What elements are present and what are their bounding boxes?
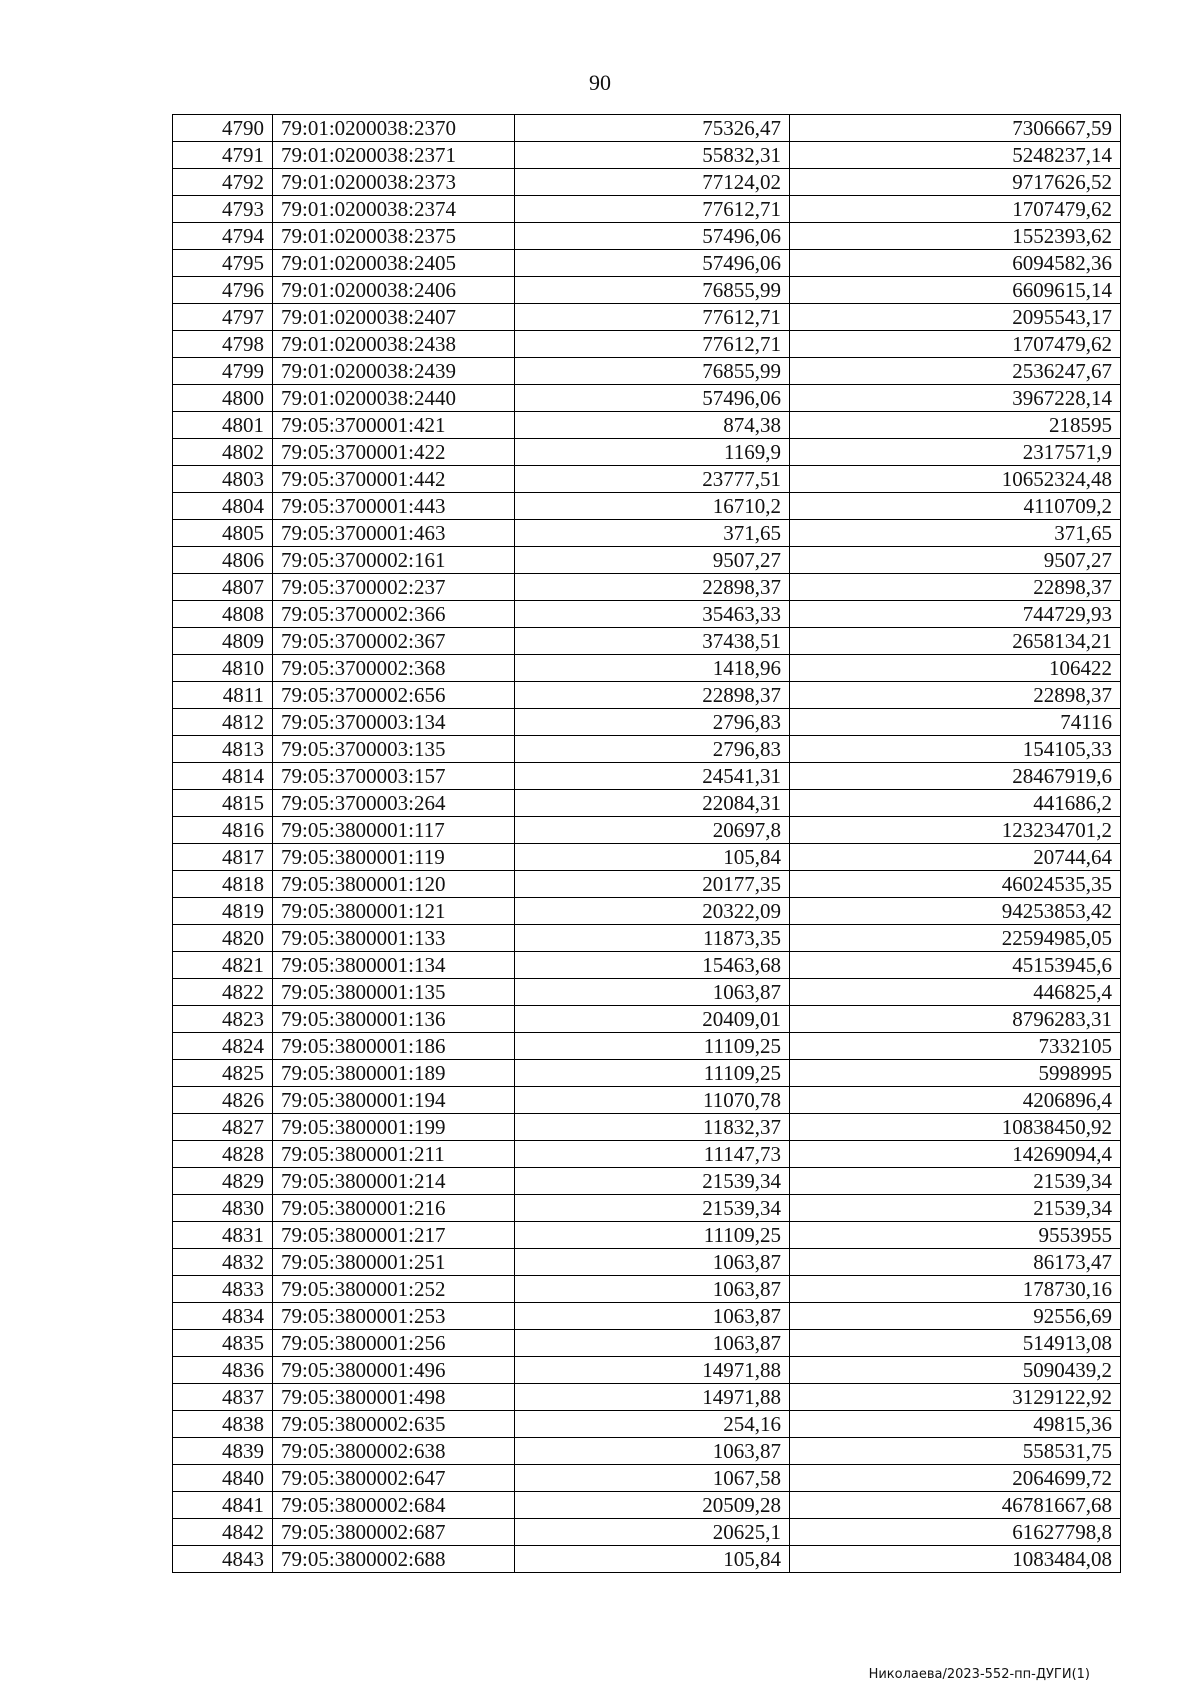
table-row (173, 331, 1121, 358)
cadastral-number-cell: 79:05:3800001:498 (273, 1384, 515, 1411)
row-number-cell: 4803 (173, 466, 273, 493)
cadastral-number-cell: 79:05:3700002:237 (273, 574, 515, 601)
value2-cell: 86173,47 (790, 1249, 1121, 1276)
value1-cell: 11147,73 (515, 1141, 790, 1168)
row-number-cell: 4790 (173, 115, 273, 142)
cadastral-number-cell: 79:01:0200038:2374 (273, 196, 515, 223)
table-row (173, 898, 1121, 925)
value2-cell: 46781667,68 (790, 1492, 1121, 1519)
table-row (173, 493, 1121, 520)
value2-cell: 1552393,62 (790, 223, 1121, 250)
table-row (173, 1465, 1121, 1492)
row-number-cell: 4820 (173, 925, 273, 952)
value1-cell: 20697,8 (515, 817, 790, 844)
value1-cell: 22084,31 (515, 790, 790, 817)
row-number-cell: 4835 (173, 1330, 273, 1357)
row-number-cell: 4839 (173, 1438, 273, 1465)
value1-cell: 9507,27 (515, 547, 790, 574)
page-number: 90 (589, 70, 611, 95)
value1-cell: 371,65 (515, 520, 790, 547)
value1-cell: 11070,78 (515, 1087, 790, 1114)
row-number-cell: 4801 (173, 412, 273, 439)
table-row (173, 1384, 1121, 1411)
row-number-cell: 4828 (173, 1141, 273, 1168)
cadastral-number-cell: 79:01:0200038:2438 (273, 331, 515, 358)
value2-cell: 2658134,21 (790, 628, 1121, 655)
cadastral-number-cell: 79:05:3700001:463 (273, 520, 515, 547)
value2-cell: 514913,08 (790, 1330, 1121, 1357)
cadastral-number-cell: 79:05:3800002:647 (273, 1465, 515, 1492)
cadastral-number-cell: 79:05:3800001:252 (273, 1276, 515, 1303)
table-row (173, 196, 1121, 223)
value1-cell: 37438,51 (515, 628, 790, 655)
cadastral-number-cell: 79:05:3700001:421 (273, 412, 515, 439)
cadastral-number-cell: 79:05:3800001:134 (273, 952, 515, 979)
table-row (173, 1276, 1121, 1303)
cadastral-number-cell: 79:05:3800002:684 (273, 1492, 515, 1519)
value2-cell: 45153945,6 (790, 952, 1121, 979)
cadastral-number-cell: 79:05:3800001:135 (273, 979, 515, 1006)
table-row (173, 979, 1121, 1006)
value2-cell: 7306667,59 (790, 115, 1121, 142)
table-row (173, 574, 1121, 601)
value2-cell: 106422 (790, 655, 1121, 682)
table-row (173, 358, 1121, 385)
row-number-cell: 4831 (173, 1222, 273, 1249)
row-number-cell: 4825 (173, 1060, 273, 1087)
value2-cell: 1707479,62 (790, 196, 1121, 223)
row-number-cell: 4812 (173, 709, 273, 736)
row-number-cell: 4806 (173, 547, 273, 574)
table-row (173, 1033, 1121, 1060)
cadastral-number-cell: 79:01:0200038:2375 (273, 223, 515, 250)
cadastral-number-cell: 79:05:3800001:120 (273, 871, 515, 898)
table-row (173, 790, 1121, 817)
table-row (173, 1411, 1121, 1438)
cadastral-number-cell: 79:05:3800001:211 (273, 1141, 515, 1168)
value2-cell: 5090439,2 (790, 1357, 1121, 1384)
row-number-cell: 4841 (173, 1492, 273, 1519)
table-row (173, 1249, 1121, 1276)
row-number-cell: 4822 (173, 979, 273, 1006)
value1-cell: 20509,28 (515, 1492, 790, 1519)
value2-cell: 22594985,05 (790, 925, 1121, 952)
table-row (173, 1546, 1121, 1573)
cadastral-number-cell: 79:05:3800001:119 (273, 844, 515, 871)
value1-cell: 20177,35 (515, 871, 790, 898)
table-row (173, 763, 1121, 790)
cadastral-number-cell: 79:01:0200038:2370 (273, 115, 515, 142)
value2-cell: 446825,4 (790, 979, 1121, 1006)
cadastral-number-cell: 79:01:0200038:2405 (273, 250, 515, 277)
table-row (173, 250, 1121, 277)
row-number-cell: 4830 (173, 1195, 273, 1222)
row-number-cell: 4819 (173, 898, 273, 925)
value1-cell: 22898,37 (515, 682, 790, 709)
value2-cell: 744729,93 (790, 601, 1121, 628)
table-row (173, 1006, 1121, 1033)
cadastral-number-cell: 79:05:3800001:194 (273, 1087, 515, 1114)
value2-cell: 218595 (790, 412, 1121, 439)
value2-cell: 6094582,36 (790, 250, 1121, 277)
table-row (173, 628, 1121, 655)
table-row (173, 1168, 1121, 1195)
value2-cell: 178730,16 (790, 1276, 1121, 1303)
row-number-cell: 4793 (173, 196, 273, 223)
value2-cell: 5998995 (790, 1060, 1121, 1087)
row-number-cell: 4814 (173, 763, 273, 790)
cadastral-number-cell: 79:05:3800001:256 (273, 1330, 515, 1357)
table-row (173, 304, 1121, 331)
table-row (173, 709, 1121, 736)
row-number-cell: 4792 (173, 169, 273, 196)
value2-cell: 441686,2 (790, 790, 1121, 817)
value1-cell: 20625,1 (515, 1519, 790, 1546)
value1-cell: 1169,9 (515, 439, 790, 466)
row-number-cell: 4791 (173, 142, 273, 169)
value2-cell: 1083484,08 (790, 1546, 1121, 1573)
value1-cell: 1063,87 (515, 1276, 790, 1303)
cadastral-number-cell: 79:05:3700002:367 (273, 628, 515, 655)
value2-cell: 6609615,14 (790, 277, 1121, 304)
table-row (173, 871, 1121, 898)
value2-cell: 9507,27 (790, 547, 1121, 574)
cadastral-number-cell: 79:01:0200038:2407 (273, 304, 515, 331)
value1-cell: 254,16 (515, 1411, 790, 1438)
table-row (173, 1519, 1121, 1546)
row-number-cell: 4816 (173, 817, 273, 844)
value2-cell: 9717626,52 (790, 169, 1121, 196)
value1-cell: 20409,01 (515, 1006, 790, 1033)
row-number-cell: 4797 (173, 304, 273, 331)
value2-cell: 74116 (790, 709, 1121, 736)
table-row (173, 736, 1121, 763)
row-number-cell: 4808 (173, 601, 273, 628)
value1-cell: 2796,83 (515, 709, 790, 736)
value2-cell: 558531,75 (790, 1438, 1121, 1465)
row-number-cell: 4827 (173, 1114, 273, 1141)
row-number-cell: 4795 (173, 250, 273, 277)
table-row (173, 1303, 1121, 1330)
cadastral-number-cell: 79:01:0200038:2440 (273, 385, 515, 412)
table-row (173, 817, 1121, 844)
value2-cell: 22898,37 (790, 574, 1121, 601)
value2-cell: 92556,69 (790, 1303, 1121, 1330)
row-number-cell: 4802 (173, 439, 273, 466)
value2-cell: 7332105 (790, 1033, 1121, 1060)
value1-cell: 874,38 (515, 412, 790, 439)
value1-cell: 77612,71 (515, 304, 790, 331)
table-row (173, 277, 1121, 304)
table-row (173, 1222, 1121, 1249)
value1-cell: 1067,58 (515, 1465, 790, 1492)
cadastral-number-cell: 79:05:3700003:264 (273, 790, 515, 817)
cadastral-number-cell: 79:05:3800001:189 (273, 1060, 515, 1087)
value2-cell: 61627798,8 (790, 1519, 1121, 1546)
cadastral-number-cell: 79:05:3700001:443 (273, 493, 515, 520)
cadastral-number-cell: 79:01:0200038:2439 (273, 358, 515, 385)
cadastral-number-cell: 79:05:3800001:136 (273, 1006, 515, 1033)
table-row (173, 844, 1121, 871)
table-row (173, 412, 1121, 439)
table-row (173, 142, 1121, 169)
cadastral-number-cell: 79:05:3800001:121 (273, 898, 515, 925)
row-number-cell: 4833 (173, 1276, 273, 1303)
value1-cell: 1063,87 (515, 1303, 790, 1330)
value2-cell: 123234701,2 (790, 817, 1121, 844)
table-row (173, 1195, 1121, 1222)
value2-cell: 9553955 (790, 1222, 1121, 1249)
row-number-cell: 4840 (173, 1465, 273, 1492)
table-row (173, 682, 1121, 709)
table-row (173, 1141, 1121, 1168)
row-number-cell: 4815 (173, 790, 273, 817)
row-number-cell: 4805 (173, 520, 273, 547)
table-row (173, 655, 1121, 682)
value2-cell: 4110709,2 (790, 493, 1121, 520)
value1-cell: 11873,35 (515, 925, 790, 952)
value1-cell: 1063,87 (515, 1330, 790, 1357)
value1-cell: 57496,06 (515, 250, 790, 277)
value1-cell: 11832,37 (515, 1114, 790, 1141)
cadastral-number-cell: 79:05:3800001:199 (273, 1114, 515, 1141)
value2-cell: 20744,64 (790, 844, 1121, 871)
cadastral-number-cell: 79:05:3700002:656 (273, 682, 515, 709)
row-number-cell: 4811 (173, 682, 273, 709)
value2-cell: 2536247,67 (790, 358, 1121, 385)
cadastral-number-cell: 79:05:3800002:635 (273, 1411, 515, 1438)
value1-cell: 11109,25 (515, 1060, 790, 1087)
value1-cell: 55832,31 (515, 142, 790, 169)
value2-cell: 3129122,92 (790, 1384, 1121, 1411)
value1-cell: 75326,47 (515, 115, 790, 142)
row-number-cell: 4799 (173, 358, 273, 385)
cadastral-number-cell: 79:05:3800001:133 (273, 925, 515, 952)
cadastral-number-cell: 79:05:3800001:217 (273, 1222, 515, 1249)
value1-cell: 105,84 (515, 1546, 790, 1573)
value1-cell: 77612,71 (515, 331, 790, 358)
table-row (173, 385, 1121, 412)
value1-cell: 15463,68 (515, 952, 790, 979)
table-row (173, 1114, 1121, 1141)
value1-cell: 21539,34 (515, 1195, 790, 1222)
value1-cell: 1063,87 (515, 979, 790, 1006)
value2-cell: 4206896,4 (790, 1087, 1121, 1114)
table-row (173, 520, 1121, 547)
row-number-cell: 4821 (173, 952, 273, 979)
cadastral-number-cell: 79:05:3700003:157 (273, 763, 515, 790)
value2-cell: 154105,33 (790, 736, 1121, 763)
table-row (173, 925, 1121, 952)
table-row (173, 1087, 1121, 1114)
value2-cell: 8796283,31 (790, 1006, 1121, 1033)
row-number-cell: 4832 (173, 1249, 273, 1276)
value1-cell: 77612,71 (515, 196, 790, 223)
table-row (173, 547, 1121, 574)
value1-cell: 20322,09 (515, 898, 790, 925)
value2-cell: 5248237,14 (790, 142, 1121, 169)
value1-cell: 76855,99 (515, 277, 790, 304)
value1-cell: 57496,06 (515, 385, 790, 412)
value2-cell: 1707479,62 (790, 331, 1121, 358)
value2-cell: 10838450,92 (790, 1114, 1121, 1141)
value2-cell: 3967228,14 (790, 385, 1121, 412)
table-row (173, 223, 1121, 250)
value2-cell: 2095543,17 (790, 304, 1121, 331)
value1-cell: 21539,34 (515, 1168, 790, 1195)
row-number-cell: 4800 (173, 385, 273, 412)
cadastral-number-cell: 79:05:3800001:496 (273, 1357, 515, 1384)
row-number-cell: 4842 (173, 1519, 273, 1546)
value2-cell: 2317571,9 (790, 439, 1121, 466)
cadastral-number-cell: 79:05:3800001:251 (273, 1249, 515, 1276)
table-row (173, 1060, 1121, 1087)
value1-cell: 77124,02 (515, 169, 790, 196)
value2-cell: 21539,34 (790, 1195, 1121, 1222)
cadastral-number-cell: 79:05:3700003:135 (273, 736, 515, 763)
value1-cell: 1063,87 (515, 1438, 790, 1465)
value1-cell: 2796,83 (515, 736, 790, 763)
value1-cell: 22898,37 (515, 574, 790, 601)
table-row (173, 466, 1121, 493)
value1-cell: 1418,96 (515, 655, 790, 682)
cadastral-number-cell: 79:01:0200038:2373 (273, 169, 515, 196)
table-row (173, 169, 1121, 196)
cadastral-number-cell: 79:05:3700002:366 (273, 601, 515, 628)
table-row (173, 1357, 1121, 1384)
row-number-cell: 4794 (173, 223, 273, 250)
value1-cell: 23777,51 (515, 466, 790, 493)
table-row (173, 601, 1121, 628)
row-number-cell: 4824 (173, 1033, 273, 1060)
value2-cell: 46024535,35 (790, 871, 1121, 898)
cadastral-number-cell: 79:05:3700002:161 (273, 547, 515, 574)
value2-cell: 49815,36 (790, 1411, 1121, 1438)
table-row (173, 952, 1121, 979)
row-number-cell: 4826 (173, 1087, 273, 1114)
row-number-cell: 4813 (173, 736, 273, 763)
value2-cell: 28467919,6 (790, 763, 1121, 790)
cadastral-number-cell: 79:01:0200038:2371 (273, 142, 515, 169)
table-row (173, 439, 1121, 466)
value2-cell: 94253853,42 (790, 898, 1121, 925)
registry-table (172, 114, 1121, 1573)
cadastral-number-cell: 79:05:3700003:134 (273, 709, 515, 736)
cadastral-number-cell: 79:05:3800001:214 (273, 1168, 515, 1195)
value2-cell: 2064699,72 (790, 1465, 1121, 1492)
cadastral-number-cell: 79:05:3700001:422 (273, 439, 515, 466)
row-number-cell: 4804 (173, 493, 273, 520)
cadastral-number-cell: 79:05:3700002:368 (273, 655, 515, 682)
row-number-cell: 4817 (173, 844, 273, 871)
row-number-cell: 4796 (173, 277, 273, 304)
value2-cell: 371,65 (790, 520, 1121, 547)
value1-cell: 76855,99 (515, 358, 790, 385)
table-row (173, 1330, 1121, 1357)
cadastral-number-cell: 79:05:3800001:253 (273, 1303, 515, 1330)
value1-cell: 57496,06 (515, 223, 790, 250)
value2-cell: 22898,37 (790, 682, 1121, 709)
value2-cell: 21539,34 (790, 1168, 1121, 1195)
cadastral-number-cell: 79:05:3800002:688 (273, 1546, 515, 1573)
row-number-cell: 4807 (173, 574, 273, 601)
value2-cell: 10652324,48 (790, 466, 1121, 493)
cadastral-number-cell: 79:05:3800002:687 (273, 1519, 515, 1546)
value1-cell: 11109,25 (515, 1033, 790, 1060)
row-number-cell: 4798 (173, 331, 273, 358)
value1-cell: 1063,87 (515, 1249, 790, 1276)
value1-cell: 105,84 (515, 844, 790, 871)
row-number-cell: 4823 (173, 1006, 273, 1033)
registry-table-body (173, 115, 1121, 1573)
row-number-cell: 4843 (173, 1546, 273, 1573)
row-number-cell: 4837 (173, 1384, 273, 1411)
row-number-cell: 4818 (173, 871, 273, 898)
table-row (173, 115, 1121, 142)
row-number-cell: 4838 (173, 1411, 273, 1438)
table-row (173, 1492, 1121, 1519)
cadastral-number-cell: 79:05:3800001:216 (273, 1195, 515, 1222)
value1-cell: 14971,88 (515, 1357, 790, 1384)
row-number-cell: 4829 (173, 1168, 273, 1195)
table-row (173, 1438, 1121, 1465)
row-number-cell: 4834 (173, 1303, 273, 1330)
cadastral-number-cell: 79:01:0200038:2406 (273, 277, 515, 304)
row-number-cell: 4810 (173, 655, 273, 682)
document-footer-reference: Николаева/2023-552-пп-ДУГИ(1) (868, 1667, 1090, 1682)
value1-cell: 11109,25 (515, 1222, 790, 1249)
row-number-cell: 4836 (173, 1357, 273, 1384)
cadastral-number-cell: 79:05:3800002:638 (273, 1438, 515, 1465)
cadastral-number-cell: 79:05:3700001:442 (273, 466, 515, 493)
cadastral-number-cell: 79:05:3800001:117 (273, 817, 515, 844)
value1-cell: 14971,88 (515, 1384, 790, 1411)
value1-cell: 24541,31 (515, 763, 790, 790)
row-number-cell: 4809 (173, 628, 273, 655)
value1-cell: 16710,2 (515, 493, 790, 520)
value1-cell: 35463,33 (515, 601, 790, 628)
value2-cell: 14269094,4 (790, 1141, 1121, 1168)
cadastral-number-cell: 79:05:3800001:186 (273, 1033, 515, 1060)
